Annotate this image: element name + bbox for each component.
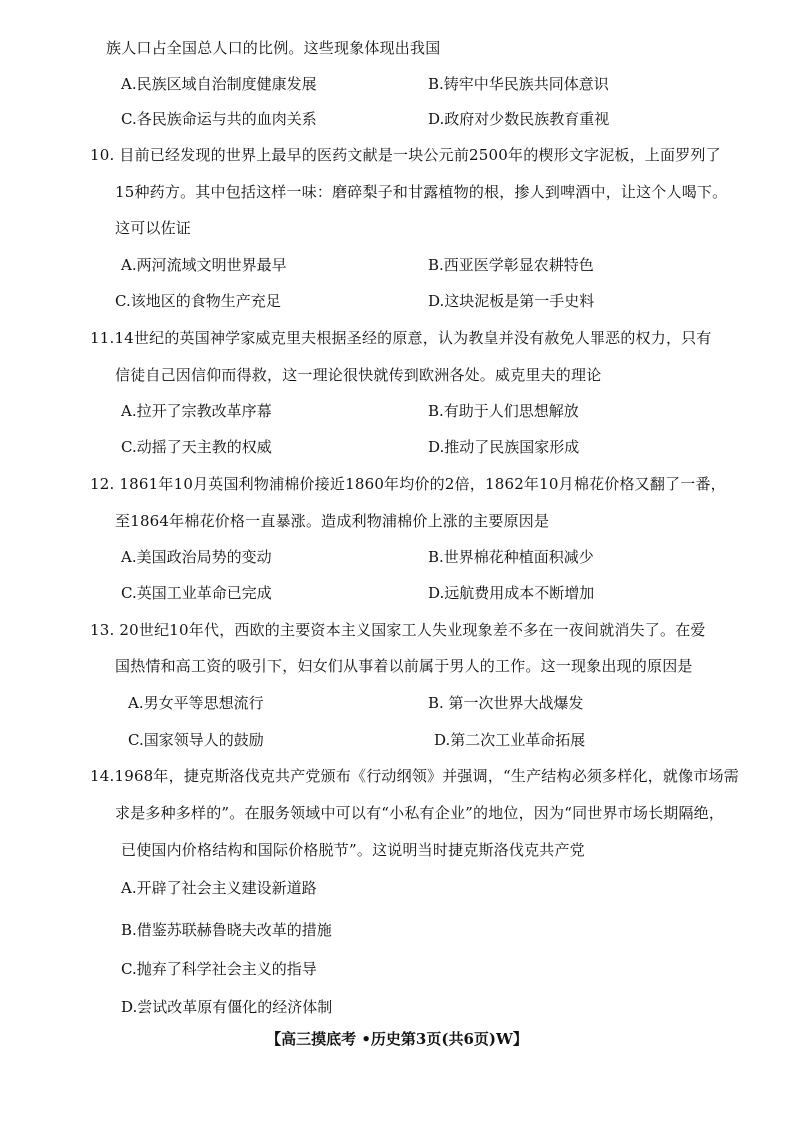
q12-option-a: A.美国政治局势的变动 — [121, 548, 272, 566]
q14-option-a: A.开辟了社会主义建设新道路 — [121, 879, 317, 897]
q11-option-d: D.推动了民族国家形成 — [428, 438, 580, 456]
q12-option-c: C.英国工业革命已完成 — [121, 584, 272, 602]
q10-stem-line-2: 15种药方。其中包括这样一味：磨碎梨子和甘露植物的根，掺人到啤酒中，让这个人喝下。 — [115, 183, 728, 201]
q14-option-c: C.抛弃了科学社会主义的指导 — [121, 960, 317, 978]
q11-stem-line-1: 11.14世纪的英国神学家威克里夫根据圣经的原意，认为教皇并没有赦免人罪恶的权力，只有 — [90, 329, 712, 347]
q11-stem-line-2: 信徒自己因信仰而得救，这一理论很快就传到欧洲各处。威克里夫的理论 — [115, 366, 602, 384]
q12-option-b: B.世界棉花种植面积减少 — [428, 548, 594, 566]
page-footer: 【高三摸底考 •历史第3页(共6页)W】 — [266, 1030, 528, 1048]
q12-stem-line-2: 至1864年棉花价格一直暴涨。造成利物浦棉价上涨的主要原因是 — [115, 512, 550, 530]
q13-option-a: A.男女平等思想流行 — [128, 694, 264, 712]
q10-option-c: C.该地区的食物生产充足 — [115, 292, 281, 310]
q9-option-d: D.政府对少数民族教育重视 — [428, 110, 610, 128]
q13-option-b: B. 第一次世界大战爆发 — [428, 694, 584, 712]
q9-option-a: A.民族区域自治制度健康发展 — [121, 75, 317, 93]
q10-option-b: B.西亚医学彰显农耕特色 — [428, 256, 594, 274]
q14-stem-line-1: 14.1968年，捷克斯洛伐克共产党颁布《行动纲领》并强调，“生产结构必须多样化，就像市场需 — [90, 767, 739, 785]
q11-option-c: C.动摇了天主教的权威 — [121, 438, 272, 456]
q12-stem-line-1: 12. 1861年10月英国利物浦棉价接近1860年均价的2倍，1862年10月棉花价格又翻了一番， — [90, 475, 726, 493]
q14-option-b: B.借鉴苏联赫鲁晓夫改革的措施 — [121, 921, 332, 939]
q10-option-d: D.这块泥板是第一手史料 — [428, 292, 595, 310]
q11-option-a: A.拉开了宗教改革序幕 — [121, 402, 272, 420]
q9-option-c: C.各民族命运与共的血肉关系 — [121, 110, 317, 128]
q14-stem-line-3: 已使国内价格结构和国际价格脱节”。这说明当时捷克斯洛伐克共产党 — [121, 841, 585, 859]
q11-option-b: B.有助于人们思想解放 — [428, 402, 579, 420]
q13-stem-line-2: 国热情和高工资的吸引下，妇女们从事着以前属于男人的工作。这一现象出现的原因是 — [115, 657, 693, 675]
q9-stem-tail: 族人口占全国总人口的比例。这些现象体现出我国 — [106, 39, 441, 57]
q13-option-d: D.第二次工业革命拓展 — [434, 731, 586, 749]
q13-option-c: C.国家领导人的鼓励 — [128, 731, 264, 749]
q14-stem-line-2: 求是多种多样的”。在服务领域中可以有“小私有企业”的地位，因为“同世界市场长期隔绝， — [115, 804, 725, 822]
q14-option-d: D.尝试改革原有僵化的经济体制 — [121, 998, 333, 1016]
q9-option-b: B.铸牢中华民族共同体意识 — [428, 75, 609, 93]
q10-stem-line-3: 这可以佐证 — [115, 219, 192, 237]
q10-stem-line-1: 10. 目前已经发现的世界上最早的医药文献是一块公元前2500年的楔形文字泥板，上面罗列了 — [90, 146, 721, 164]
q10-option-a: A.两河流域文明世界最早 — [121, 256, 287, 274]
q12-option-d: D.远航费用成本不断增加 — [428, 584, 595, 602]
q13-stem-line-1: 13. 20世纪10年代，西欧的主要资本主义国家工人失业现象差不多在一夜间就消失了。在爱 — [90, 621, 706, 639]
